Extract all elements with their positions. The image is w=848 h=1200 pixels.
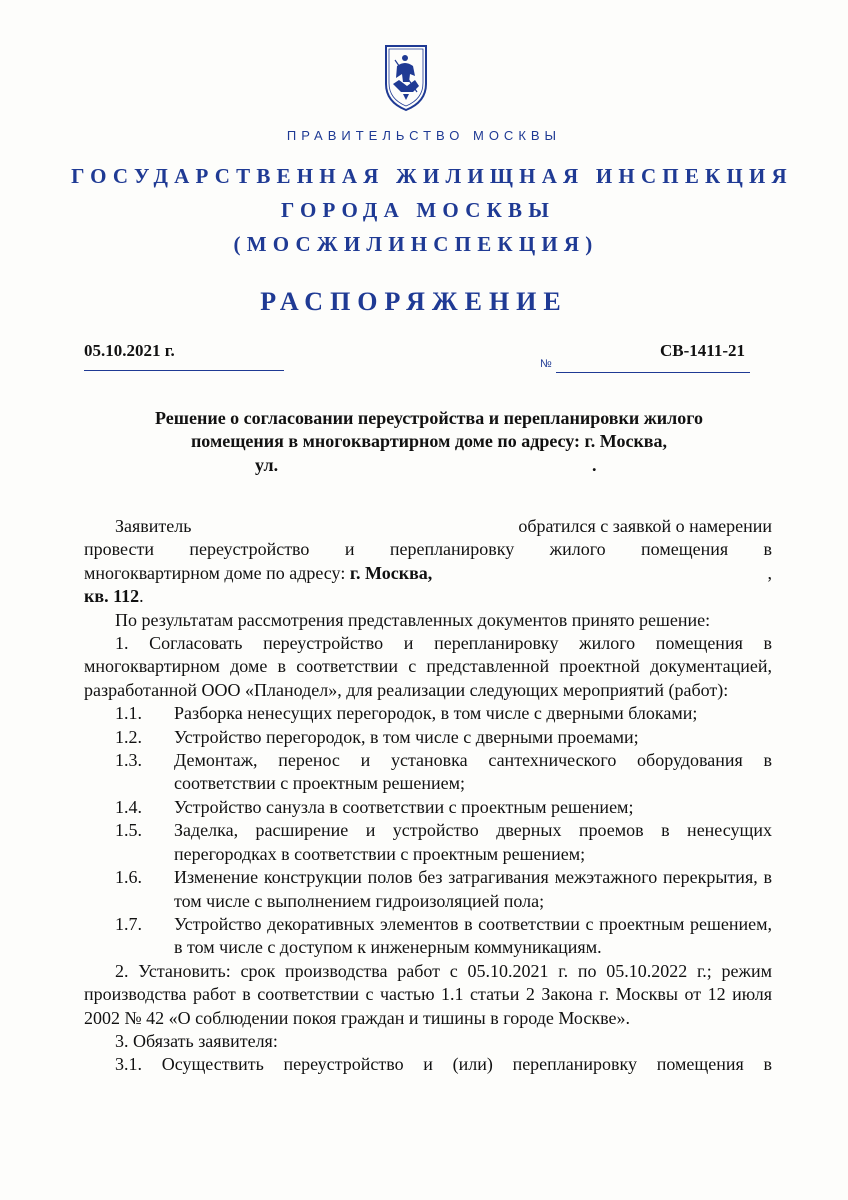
applicant-label: Заявитель bbox=[115, 516, 192, 536]
paragraph-obligation-3-1: 3.1. Осуществить переустройство и (или) перепланировку помещения в bbox=[115, 1054, 772, 1075]
paragraph-decision-intro: По результатам рассмотрения представленных документов принято решение: bbox=[115, 609, 711, 630]
works-list-item-text: Изменение конструкции полов без затрагивания межэтажного перекрытия, в том числе с выполнением гидроизоляцией пола; bbox=[174, 867, 772, 911]
address-comma: , bbox=[767, 562, 772, 583]
paragraph-approval: 1. Согласовать переустройство и перепланировку жилого помещения в многоквартирном доме в соответствии с представленной проектной документацией, разработанной ООО «Планодел», для реализации следующих мероприятий (работ): bbox=[84, 633, 772, 700]
works-list-item bbox=[84, 913, 772, 960]
paragraph-obligation: 3. Обязать заявителя: bbox=[115, 1030, 278, 1051]
paragraph-applicant-line3 bbox=[84, 562, 772, 585]
paragraph-applicant-line2: провести переустройство и перепланировку жилого помещения в bbox=[84, 539, 772, 560]
works-list-item-number: 1.7. bbox=[115, 913, 142, 934]
works-list-item-number: 1.1. bbox=[115, 703, 142, 724]
document-number: СВ-1411-21 bbox=[660, 341, 745, 360]
document-body bbox=[84, 515, 772, 1077]
redacted-applicant bbox=[191, 515, 476, 538]
number-underline bbox=[556, 372, 750, 373]
organization-name-line2: ГОРОДА МОСКВЫ bbox=[280, 198, 556, 222]
organization-name-line1: ГОСУДАРСТВЕННАЯ ЖИЛИЩНАЯ ИНСПЕКЦИЯ bbox=[71, 164, 793, 188]
works-list-item bbox=[84, 726, 772, 749]
works-list bbox=[84, 702, 772, 959]
works-list-item-text: Устройство санузла в соответствии с проектным решением; bbox=[174, 796, 634, 817]
works-list-item-number: 1.2. bbox=[115, 726, 142, 747]
works-list-item bbox=[84, 819, 772, 866]
paragraph-applicant-line4: кв. 112. bbox=[84, 586, 144, 607]
works-list-item-text: Разборка ненесущих перегородок, в том числе с дверными блоками; bbox=[174, 703, 698, 724]
date-underline bbox=[84, 370, 284, 371]
works-list-item-text: Устройство перегородок, в том числе с дверными проемами; bbox=[174, 726, 639, 747]
works-list-item-number: 1.6. bbox=[115, 867, 142, 888]
subject-line2: помещения в многоквартирном доме по адресу: г. Москва, bbox=[190, 431, 668, 451]
document-date: 05.10.2021 г. bbox=[84, 341, 175, 360]
apartment-number: кв. 112 bbox=[84, 586, 140, 607]
applicant-request-text: обратился с заявкой о намерении bbox=[518, 516, 772, 536]
document-subject bbox=[84, 407, 774, 453]
number-label: № bbox=[540, 358, 552, 370]
works-list-item-text: Заделка, расширение и устройство дверных проемов в ненесущих перегородках в соответствии с проектным решением; bbox=[174, 820, 772, 864]
subject-street-prefix: ул. bbox=[255, 455, 279, 475]
works-list-item-number: 1.5. bbox=[115, 820, 142, 841]
paragraph-applicant-line1 bbox=[84, 515, 772, 538]
moscow-coat-of-arms-icon bbox=[383, 40, 429, 112]
works-list-item bbox=[84, 702, 772, 725]
subject-line1: Решение о согласовании переустройства и перепланировки жилого bbox=[155, 408, 703, 428]
organization-abbreviation: (МОСЖИЛИНСПЕКЦИЯ) bbox=[233, 232, 599, 256]
works-list-item bbox=[84, 796, 772, 819]
works-list-item-number: 1.3. bbox=[115, 750, 142, 771]
document-type-title: РАСПОРЯЖЕНИЕ bbox=[260, 287, 568, 316]
works-list-item bbox=[84, 866, 772, 913]
works-list-item-text: Демонтаж, перенос и установка сантехнического оборудования в соответствии с проектным решением; bbox=[174, 750, 772, 794]
address-city: г. Москва, bbox=[349, 562, 433, 583]
paragraph-work-period: 2. Установить: срок производства работ с 05.10.2021 г. по 05.10.2022 г.; режим производства работ в соответствии с частью 1.1 статьи 2 Закона г. Москвы от 12 июля 2002 № 42 «О соблюдении покоя граждан и тишины в городе Москве». bbox=[84, 960, 772, 1028]
works-list-item bbox=[84, 749, 772, 796]
works-list-item-number: 1.4. bbox=[115, 796, 142, 817]
subject-street-suffix: . bbox=[592, 455, 597, 475]
address-intro: многоквартирном доме по адресу: bbox=[84, 562, 346, 583]
government-name: ПРАВИТЕЛЬСТВО МОСКВЫ bbox=[286, 128, 562, 143]
redacted-address bbox=[432, 562, 698, 585]
works-list-item-text: Устройство декоративных элементов в соответствии с проектным решением, в том числе с доступом к инженерным коммуникациям. bbox=[174, 913, 772, 958]
